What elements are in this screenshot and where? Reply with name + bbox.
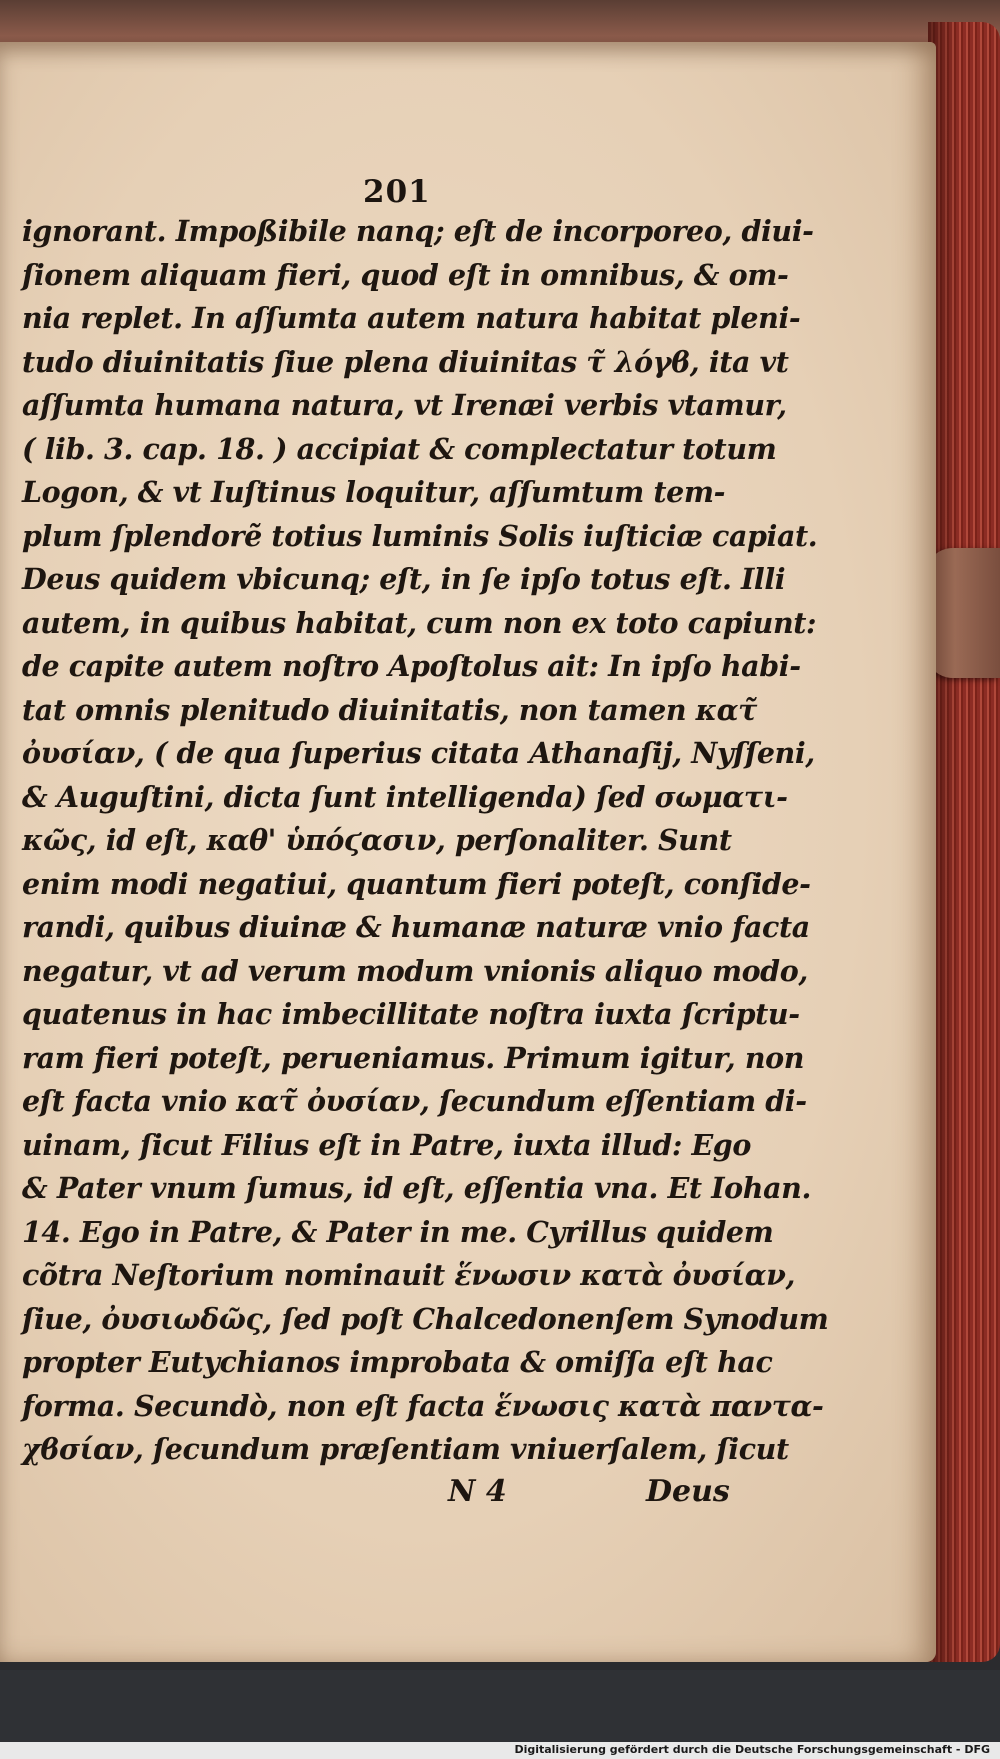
text-line: Deus quidem vbicunq; eſt, in ſe ipſo totus eſt. Illi xyxy=(22,562,786,596)
catchword: Deus xyxy=(646,1474,730,1509)
text-line: cõtra Neſtorium nominauit ἕνωσιν κατὰ ὀυσίαν, xyxy=(22,1258,796,1292)
text-line: ram fieri poteſt, perueniamus. Primum igitur, non xyxy=(22,1040,805,1075)
text-line: quatenus in hac imbecillitate noſtra iuxta ſcriptu- xyxy=(22,997,800,1031)
book-page xyxy=(0,42,936,1662)
page-number: 201 xyxy=(363,174,431,210)
text-line: χϐσίαν, ſecundum præſentiam vniuerſalem, ſicut xyxy=(22,1432,789,1466)
text-line: plum ſplendorẽ totius luminis Solis iuſticiæ capiat. xyxy=(22,518,818,553)
text-line: tat omnis plenitudo diuinitatis, non tamen κατ̃ xyxy=(22,692,757,727)
text-line: nia replet. In aſſumta autem natura habitat pleni- xyxy=(22,301,801,335)
text-line: & Pater vnum ſumus, id eſt, eſſentia vna. Et Iohan. xyxy=(22,1171,811,1205)
text-line: propter Eutychianos improbata & omiſſa eſt hac xyxy=(22,1345,773,1379)
text-line: uinam, ſicut Filius eſt in Patre, iuxta illud: Ego xyxy=(22,1127,751,1162)
text-line: ignorant. Impoßibile nanq; eſt de incorporeo, diui- xyxy=(22,214,814,248)
text-line: ſionem aliquam fieri, quod eſt in omnibus, & om- xyxy=(22,257,789,292)
text-line: forma. Secundò, non eſt facta ἕνωσις κατὰ παντα- xyxy=(22,1388,824,1423)
text-line: randi, quibus diuinæ & humanæ naturæ vnio facta xyxy=(22,910,810,944)
text-line: aſſumta humana natura, vt Irenæi verbis vtamur, xyxy=(22,388,787,422)
book-clasp xyxy=(925,548,1000,678)
text-line: de capite autem noſtro Apoſtolus ait: In ipſo habi- xyxy=(22,649,801,683)
text-line: autem, in quibus habitat, cum non ex toto capiunt: xyxy=(22,605,817,640)
text-line: 14. Ego in Patre, & Pater in me. Cyrillus quidem xyxy=(22,1214,774,1249)
text-line: ( lib. 3. cap. 18. ) accipiat & complectatur totum xyxy=(22,431,777,466)
text-line: enim modi negatiui, quantum fieri poteſt, conſide- xyxy=(22,866,811,901)
text-line: Logon, & vt Iuſtinus loquitur, aſſumtum tem- xyxy=(22,475,726,509)
text-line: negatur, vt ad verum modum vnionis aliquo modo, xyxy=(22,953,808,988)
footer-credit: Digitalisierung gefördert durch die Deutsche Forschungsgemeinschaft - DFG xyxy=(514,1743,990,1756)
text-line: & Auguſtini, dicta ſunt intelligenda) ſed σωματι- xyxy=(22,779,788,814)
text-line: ſiue, ὀυσιωδῶς, ſed poſt Chalcedonenſem Synodum xyxy=(22,1301,829,1336)
text-line: eſt facta vnio κατ̃ ὀυσίαν, ſecundum eſſentiam di- xyxy=(22,1084,807,1118)
text-line: ὀυσίαν, ( de qua ſuperius citata Athanaſij, Nyſſeni, xyxy=(22,736,815,770)
text-line: tudo diuinitatis ſiue plena diuinitas τ̃ λόγϐ, ita vt xyxy=(22,344,789,379)
text-line: κῶς, id eſt, καθ' ὑπόϛασιν, perſonaliter. Sunt xyxy=(22,823,732,857)
page-text xyxy=(22,210,829,1472)
signature-mark: N 4 xyxy=(448,1474,507,1509)
